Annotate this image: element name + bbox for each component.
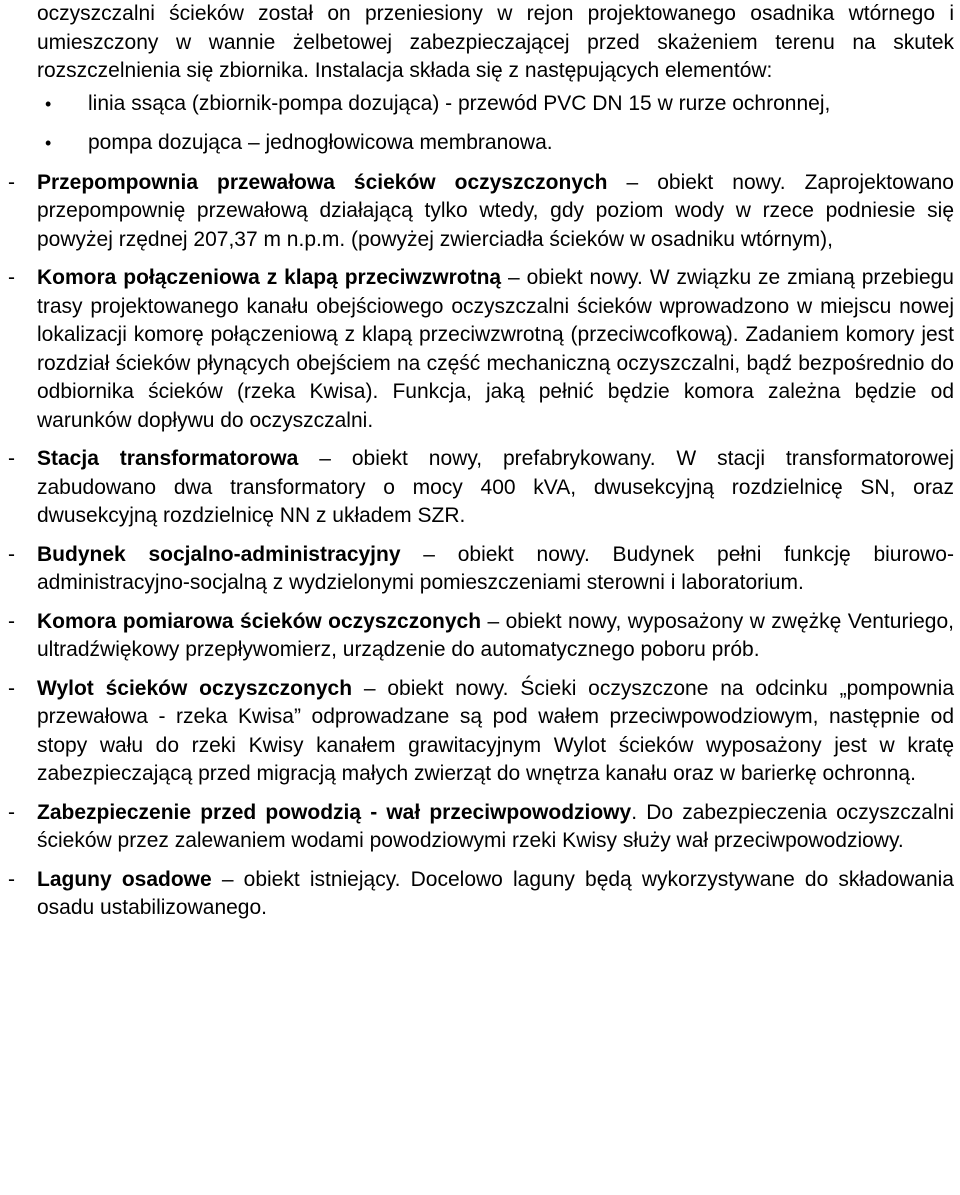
dash-marker: - bbox=[8, 800, 15, 824]
section-separator: – bbox=[298, 447, 352, 470]
section-paragraph bbox=[37, 675, 954, 789]
bullet-icon: • bbox=[45, 133, 52, 153]
section-paragraph bbox=[37, 799, 954, 856]
section-separator: – bbox=[481, 609, 506, 633]
section-paragraph bbox=[37, 608, 954, 665]
list-item bbox=[8, 129, 954, 158]
section-title: Budynek socjalno-administracyjny bbox=[37, 542, 401, 566]
section-paragraph bbox=[37, 445, 954, 531]
section-text: obiekt nowy. Budynek pełni funkcję biurowo-administracyjno-socjalną z wydzielonymi pomieszczeniami sterowni i laboratorium. bbox=[37, 542, 954, 594]
dash-marker: - bbox=[8, 867, 15, 891]
section-title: Laguny osadowe bbox=[37, 867, 212, 891]
dash-marker: - bbox=[8, 266, 15, 289]
section-paragraph bbox=[37, 264, 954, 435]
section-title: Zabezpieczenie przed powodzią - wał przeciwpowodziowy bbox=[37, 800, 632, 824]
intro-paragraph: oczyszczalni ścieków został on przeniesiony w rejon projektowanego osadnika wtórnego i umieszczony w wannie żelbetowej zabezpieczającej przed skażeniem terenu na skutek rozszczelnienia się zbiornika. Instalacja składa się z następujących elementów: bbox=[37, 2, 954, 82]
section-text: obiekt nowy. Ścieki oczyszczone na odcinku „pompownia przewałowa - rzeka Kwisa” odprowadzane są pod wałem przeciwpowodziowym, następnie od stopy wału do rzeki Kwisy kanałem grawitacyjnym Wylot ścieków wyposażony jest w kratę zabezpieczającą przed migracją małych zwierząt do wnętrza kanału oraz w barierkę ochronną. bbox=[37, 676, 954, 785]
section-paragraph bbox=[37, 169, 954, 255]
section-separator: – bbox=[211, 867, 244, 891]
section-paragraph bbox=[37, 541, 954, 598]
list-item-text: linia ssąca (zbiornik-pompa dozująca) - przewód PVC DN 15 w rurze ochronnej, bbox=[88, 91, 831, 115]
dash-marker: - bbox=[8, 676, 15, 700]
section-text: obiekt nowy. W związku ze zmianą przebiegu trasy projektowanego kanału obejściowego oczyszczalni ścieków wprowadzono w miejscu nowej lokalizacji komorę połączeniową z klapą przeciwzwrotną (przeciwcofkową). Zadaniem komory jest rozdział ścieków płynących obejściem na część mechaniczną oczyszczalni, bądź bezpośrednio do odbiornika ścieków (rzeka Kwisa). Funkcja, jaką pełnić będzie komora zależna będzie od warunków dopływu do oczyszczalni. bbox=[37, 266, 954, 432]
section-item bbox=[8, 445, 954, 531]
bullet-icon: • bbox=[45, 93, 52, 114]
dash-marker: - bbox=[8, 447, 15, 470]
section-title: Komora połączeniowa z klapą przeciwzwrotną bbox=[37, 266, 502, 289]
section-title: Przepompownia przewałowa ścieków oczyszczonych bbox=[37, 170, 608, 194]
section-title: Stacja transformatorowa bbox=[37, 447, 299, 470]
section-item bbox=[8, 608, 954, 665]
section-text: obiekt nowy, wyposażony w zwężkę Venturiego, ultradźwiękowy przepływomierz, urządzenie do automatycznego poboru prób. bbox=[37, 609, 954, 661]
dash-marker: - bbox=[8, 542, 15, 566]
section-item bbox=[8, 264, 954, 435]
list-item bbox=[8, 90, 954, 119]
dash-marker: - bbox=[8, 609, 15, 633]
section-separator: – bbox=[501, 266, 527, 289]
section-text: obiekt istniejący. Docelowo laguny będą wykorzystywane do składowania osadu ustabilizowanego. bbox=[37, 867, 954, 919]
section-item bbox=[8, 541, 954, 598]
element-list bbox=[8, 90, 954, 158]
section-item bbox=[8, 799, 954, 856]
section-text: . Do zabezpieczenia oczyszczalni ścieków przez zalewaniem wodami powodziowymi rzeki Kwisy służy wał przeciwpowodziowy. bbox=[37, 800, 954, 852]
section-separator: – bbox=[607, 170, 658, 194]
section-separator: – bbox=[352, 676, 388, 700]
section-item bbox=[8, 169, 954, 255]
section-item bbox=[8, 866, 954, 923]
section-title: Wylot ścieków oczyszczonych bbox=[37, 676, 353, 700]
section-title: Komora pomiarowa ścieków oczyszczonych bbox=[37, 609, 482, 633]
section-text: obiekt nowy. Zaprojektowano przepompownię przewałową działającą tylko wtedy, gdy poziom wody w rzece podniesie się powyżej rzędnej 207,37 m n.p.m. (powyżej zwierciadła ścieków w osadniku wtórnym), bbox=[37, 170, 954, 251]
dash-marker: - bbox=[8, 170, 15, 194]
section-item bbox=[8, 675, 954, 789]
list-item-text: pompa dozująca – jednogłowicowa membranowa. bbox=[88, 131, 553, 154]
section-separator: – bbox=[400, 542, 458, 566]
section-text: obiekt nowy, prefabrykowany. W stacji transformatorowej zabudowano dwa transformatory o mocy 400 kVA, dwusekcyjną rozdzielnicę SN, oraz dwusekcyjną rozdzielnicę NN z układem SZR. bbox=[37, 447, 954, 527]
section-paragraph bbox=[37, 866, 954, 923]
